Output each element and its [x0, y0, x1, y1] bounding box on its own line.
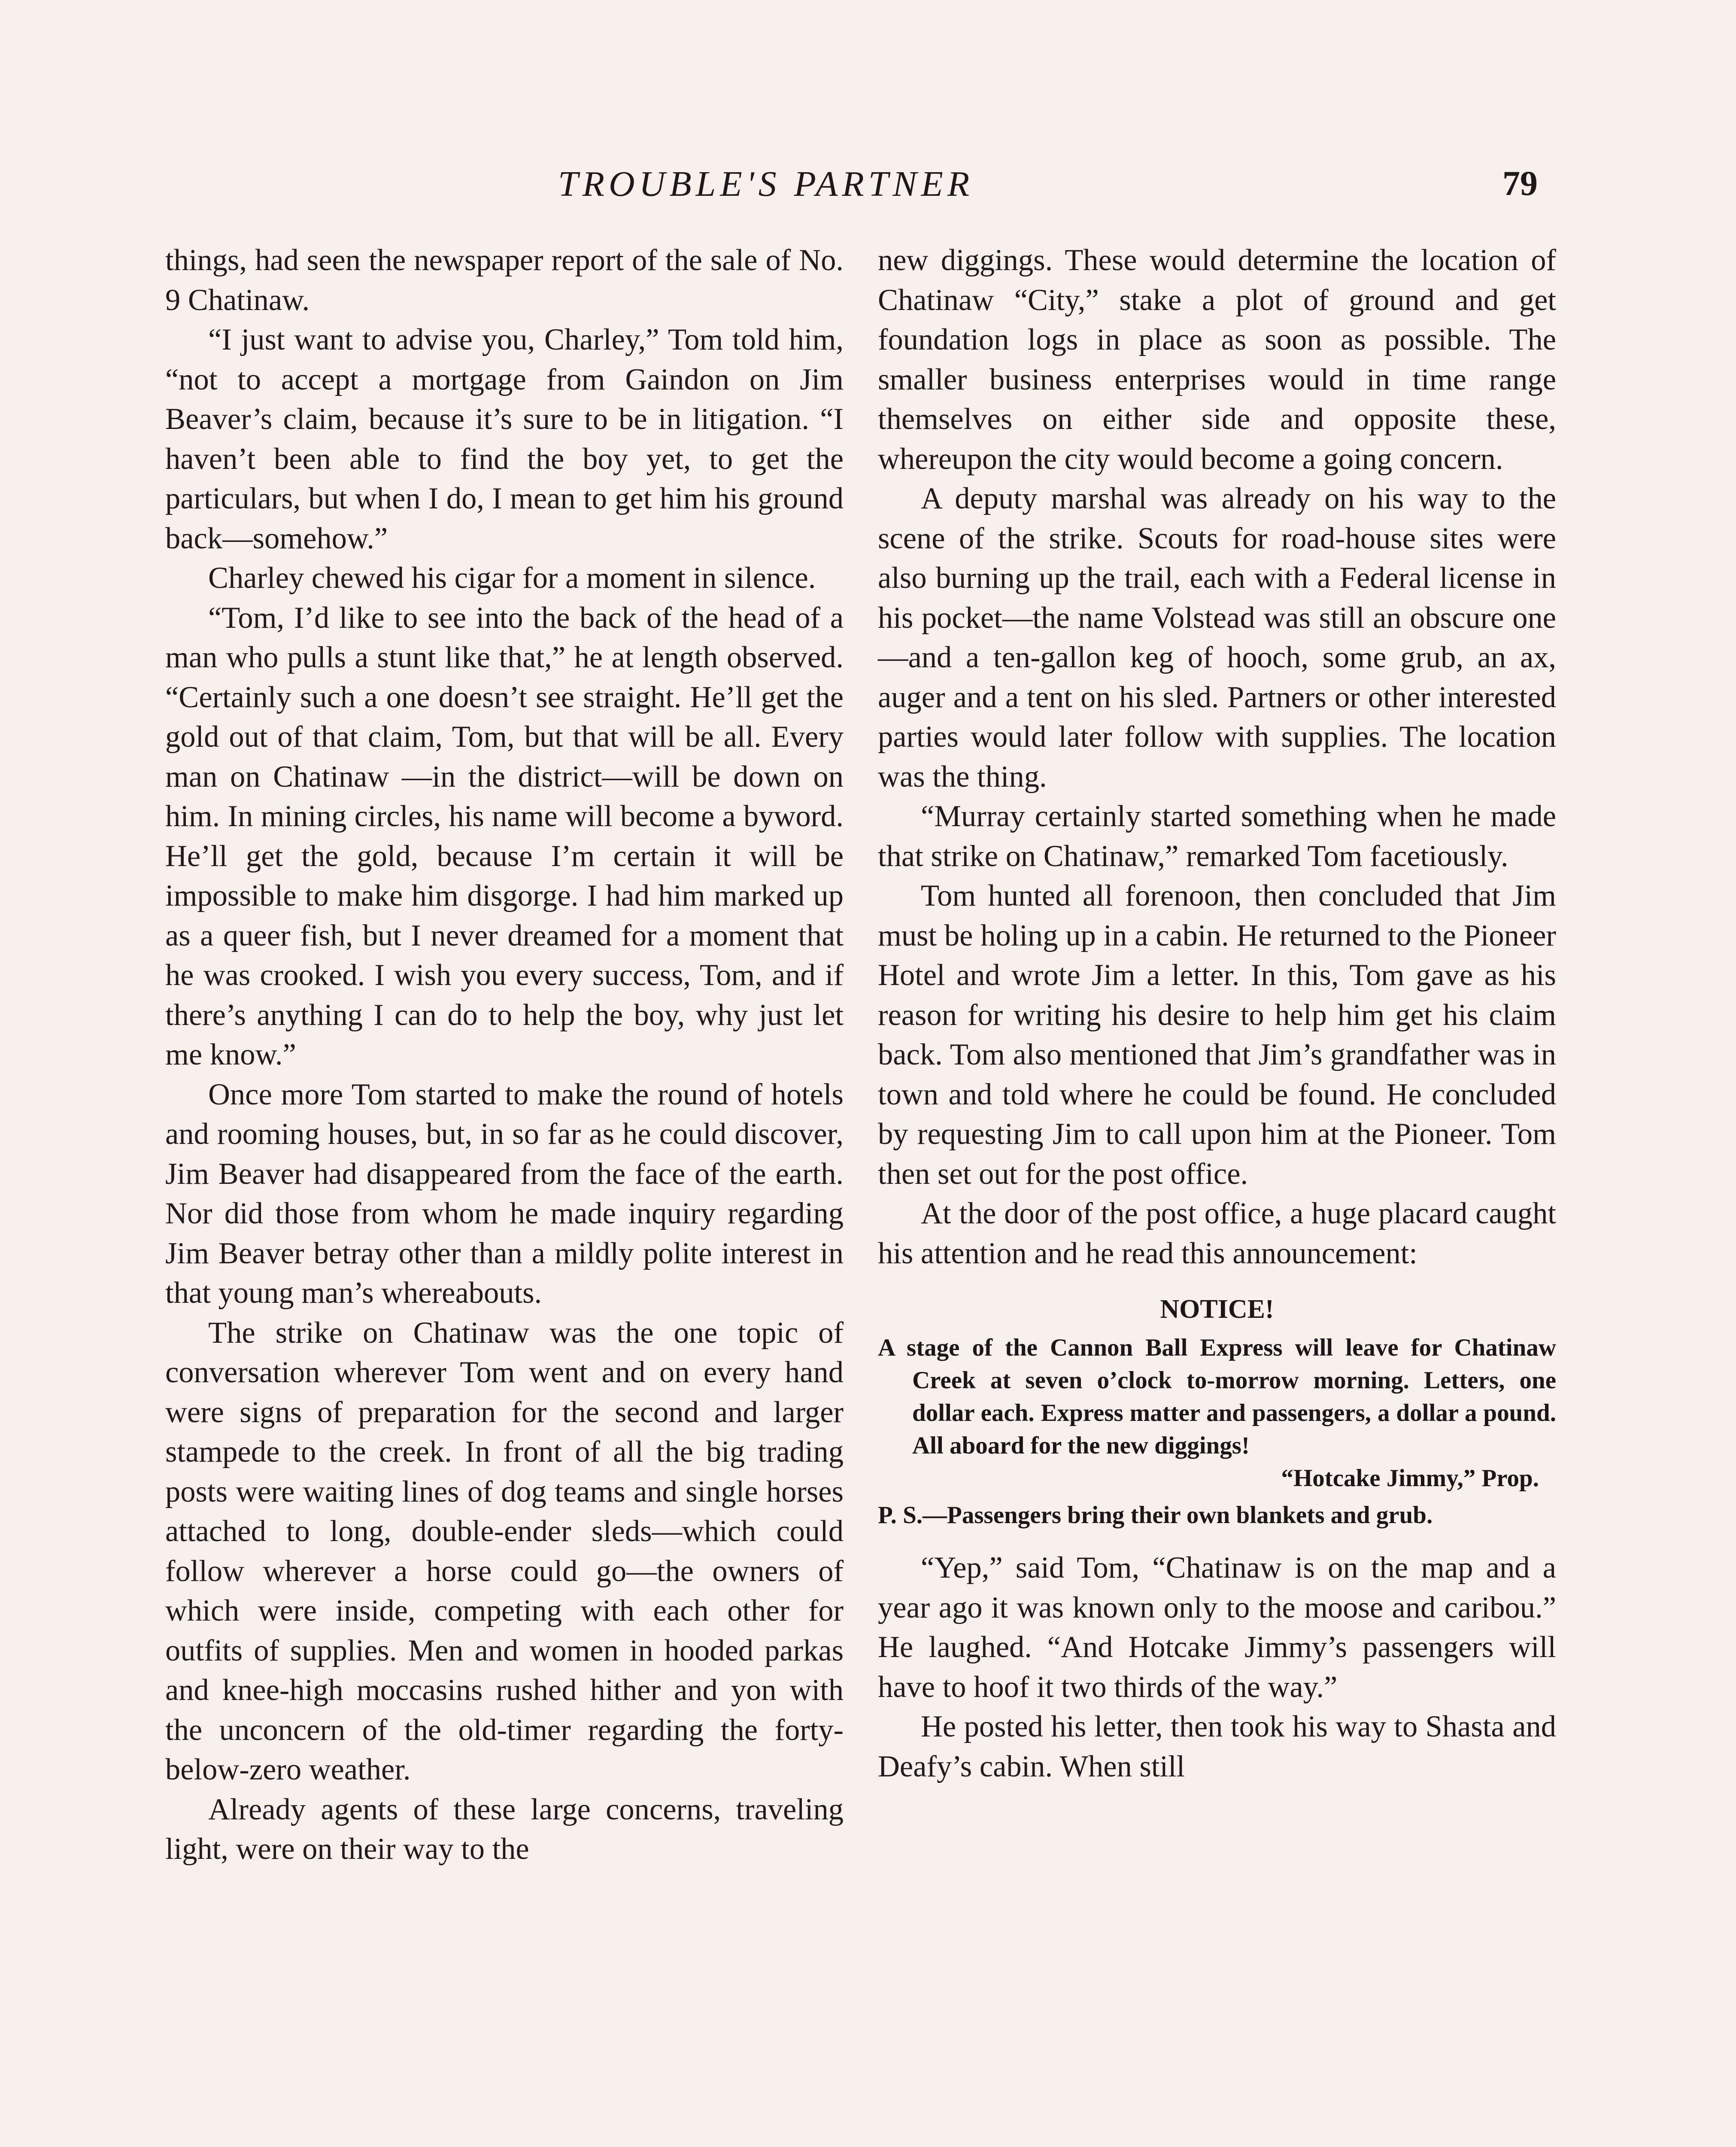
paragraph: new diggings. These would determine the location of Chatinaw “City,” stake a plot of ground and get foundation logs in place as soon as possible. The smaller business enterprises would in time range themselves on either side and opposite these, whereupon the city would become a going concern. — [878, 243, 1556, 476]
notice-body: A stage of the Cannon Ball Express will leave for Chatinaw Creek at seven o’clock to-morrow morning. Letters, one dollar each. Express matter and passengers, a dollar a pound. All aboard for the new diggings! — [878, 1334, 1556, 1459]
notice-signature: “Hotcake Jimmy,” Prop. — [1281, 1465, 1539, 1492]
notice-placard — [878, 1289, 1556, 1532]
paragraph: He posted his letter, then took his way to Shasta and Deafy’s cabin. When still — [878, 1710, 1556, 1783]
paragraph: things, had seen the newspaper report of the sale of No. 9 Chatinaw. — [165, 243, 844, 317]
paragraph: “I just want to advise you, Charley,” Tom told him, “not to accept a mortgage from Gaindon on Jim Beaver’s claim, because it’s sure to be in litigation. “I haven’t been able to find the boy yet, to get the particulars, but when I do, I mean to get him his ground back—somehow.” — [165, 323, 844, 555]
paragraph: “Yep,” said Tom, “Chatinaw is on the map and a year ago it was known only to the moose and caribou.” He laughed. “And Hotcake Jimmy’s passengers will have to hoof it two thirds of the way.” — [878, 1551, 1556, 1704]
paragraph: The strike on Chatinaw was the one topic of conversation wherever Tom went and on every hand were signs of preparation for the second and larger stampede to the creek. In front of all the big trading posts were waiting lines of dog teams and single horses attached to long, double-ender sleds—which could follow wherever a horse could go—the owners of which were inside, competing with each other for outfits of supplies. Men and women in hooded parkas and knee-high moccasins rushed hither and yon with the unconcern of the old-timer regarding the forty-below-zero weather. — [165, 1316, 844, 1786]
paragraph: “Murray certainly started something when he made that strike on Chatinaw,” remarked Tom facetiously. — [878, 800, 1556, 873]
running-title: TROUBLE'S PARTNER — [558, 164, 974, 204]
notice-postscript: P. S.—Passengers bring their own blankets and grub. — [878, 1502, 1433, 1529]
paragraph: Once more Tom started to make the round of hotels and rooming houses, but, in so far as he could discover, Jim Beaver had disappeared from the face of the earth. Nor did those from whom he made inquiry regarding Jim Beaver betray other than a mildly polite interest in that young man’s whereabouts. — [165, 1077, 844, 1310]
paragraph: Already agents of these large concerns, traveling light, were on their way to the — [165, 1792, 844, 1866]
paragraph: Tom hunted all forenoon, then concluded that Jim must be holing up in a cabin. He returned to the Pioneer Hotel and wrote Jim a letter. In this, Tom gave as his reason for writing his desire to help him get his claim back. Tom also mentioned that Jim’s grandfather was in town and told where he could be found. He concluded by requesting Jim to call upon him at the Pioneer. Tom then set out for the post office. — [878, 879, 1556, 1191]
right-column — [878, 240, 1556, 1786]
notice-heading: NOTICE! — [1160, 1295, 1274, 1324]
paragraph: Charley chewed his cigar for a moment in silence. — [208, 561, 816, 595]
paragraph: At the door of the post office, a huge placard caught his attention and he read this announcement: — [878, 1197, 1556, 1270]
paragraph: “Tom, I’d like to see into the back of the head of a man who pulls a stunt like that,” he at length observed. “Certainly such a one doesn’t see straight. He’ll get the gold out of that claim, Tom, but that will be all. Every man on Chatinaw —in the district—will be down on him. In mining circles, his name will become a byword. He’ll get the gold, because I’m certain it will be impossible to make him disgorge. I had him marked up as a queer fish, but I never dreamed for a moment that he was crooked. I wish you every success, Tom, and if there’s anything I can do to help the boy, why just let me know.” — [165, 601, 844, 1071]
page-number: 79 — [1502, 164, 1538, 203]
left-column — [165, 240, 844, 1869]
paragraph: A deputy marshal was already on his way to the scene of the strike. Scouts for road-house sites were also burning up the trail, each with a Federal license in his pocket—the name Volstead was still an obscure one—and a ten-gallon keg of hooch, some grub, an ax, auger and a tent on his sled. Partners or other interested parties would later follow with supplies. The location was the thing. — [878, 482, 1556, 794]
